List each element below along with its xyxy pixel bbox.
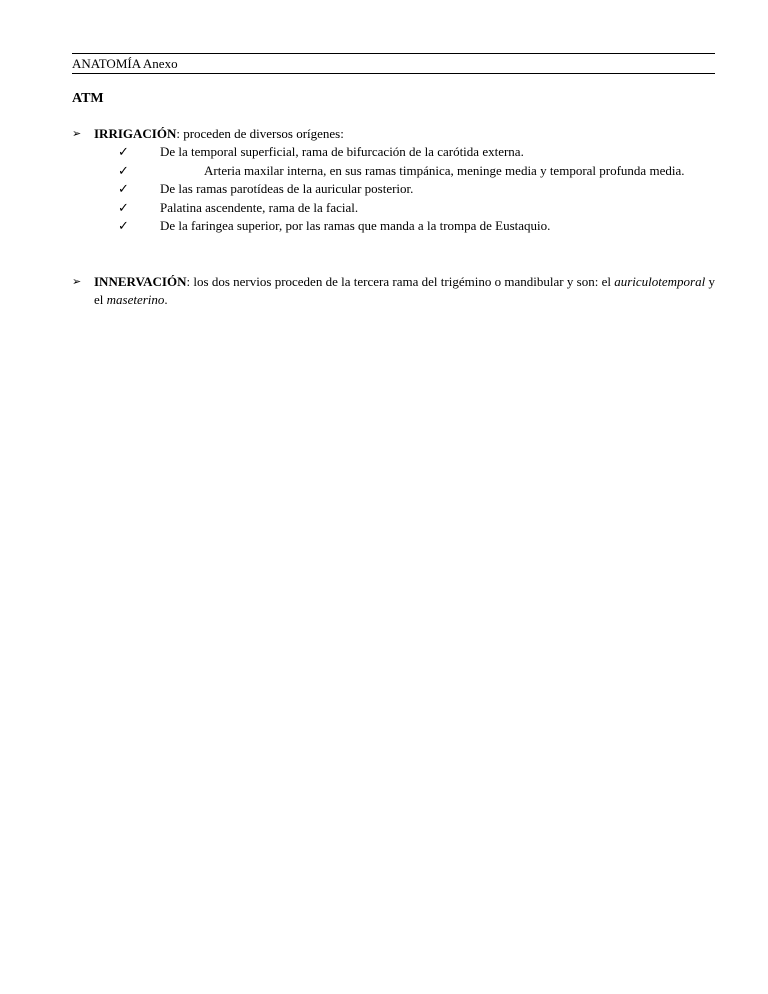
innervacion-line (72, 273, 715, 309)
list-item-text: De la faringea superior, por las ramas que manda a la trompa de Eustaquio. (160, 218, 551, 233)
list-item (72, 217, 715, 236)
checkmark-icon: ✓ (118, 181, 129, 196)
innervacion-heading: INNERVACIÓN (94, 274, 187, 289)
list-item-text: Arteria maxilar interna, en sus ramas timpánica, meninge media y temporal profunda media. (204, 162, 685, 178)
checkmark-icon: ✓ (118, 144, 129, 159)
list-item-text: De las ramas parotídeas de la auricular posterior. (160, 181, 414, 196)
list-item (72, 180, 715, 199)
irrigacion-section (72, 125, 715, 236)
section-title: ATM (72, 91, 104, 106)
innervacion-text-before: : los dos nervios proceden de la tercera rama del trigémino o mandibular y son: el (186, 274, 615, 289)
arrowhead-bullet-icon: ➢ (72, 128, 82, 140)
innervacion-section (72, 273, 715, 309)
list-item-text: Palatina ascendente, rama de la facial. (160, 199, 359, 215)
list-item-text: De la temporal superficial, rama de bifurcación de la carótida externa. (160, 144, 524, 159)
checkmark-icon: ✓ (118, 218, 129, 233)
irrigacion-list (72, 143, 715, 236)
checkmark-icon: ✓ (118, 199, 129, 215)
header-text: ANATOMÍA Anexo (72, 56, 178, 71)
irrigacion-line (72, 125, 715, 143)
irrigacion-intro: : proceden de diversos orígenes: (176, 126, 344, 141)
nerve-maseterino: maseterino (106, 292, 165, 307)
nerve-auriculotemporal: auriculotemporal (614, 274, 706, 289)
list-item (72, 143, 715, 162)
list-item (116, 162, 715, 181)
arrowhead-bullet-icon: ➢ (72, 276, 82, 288)
innervacion-text-middle: y el (94, 274, 716, 307)
list-item (72, 199, 715, 218)
page-header (72, 53, 715, 74)
innervacion-text-end: . (164, 292, 168, 307)
checkmark-icon: ✓ (118, 162, 129, 178)
irrigacion-heading: IRRIGACIÓN (94, 126, 177, 141)
